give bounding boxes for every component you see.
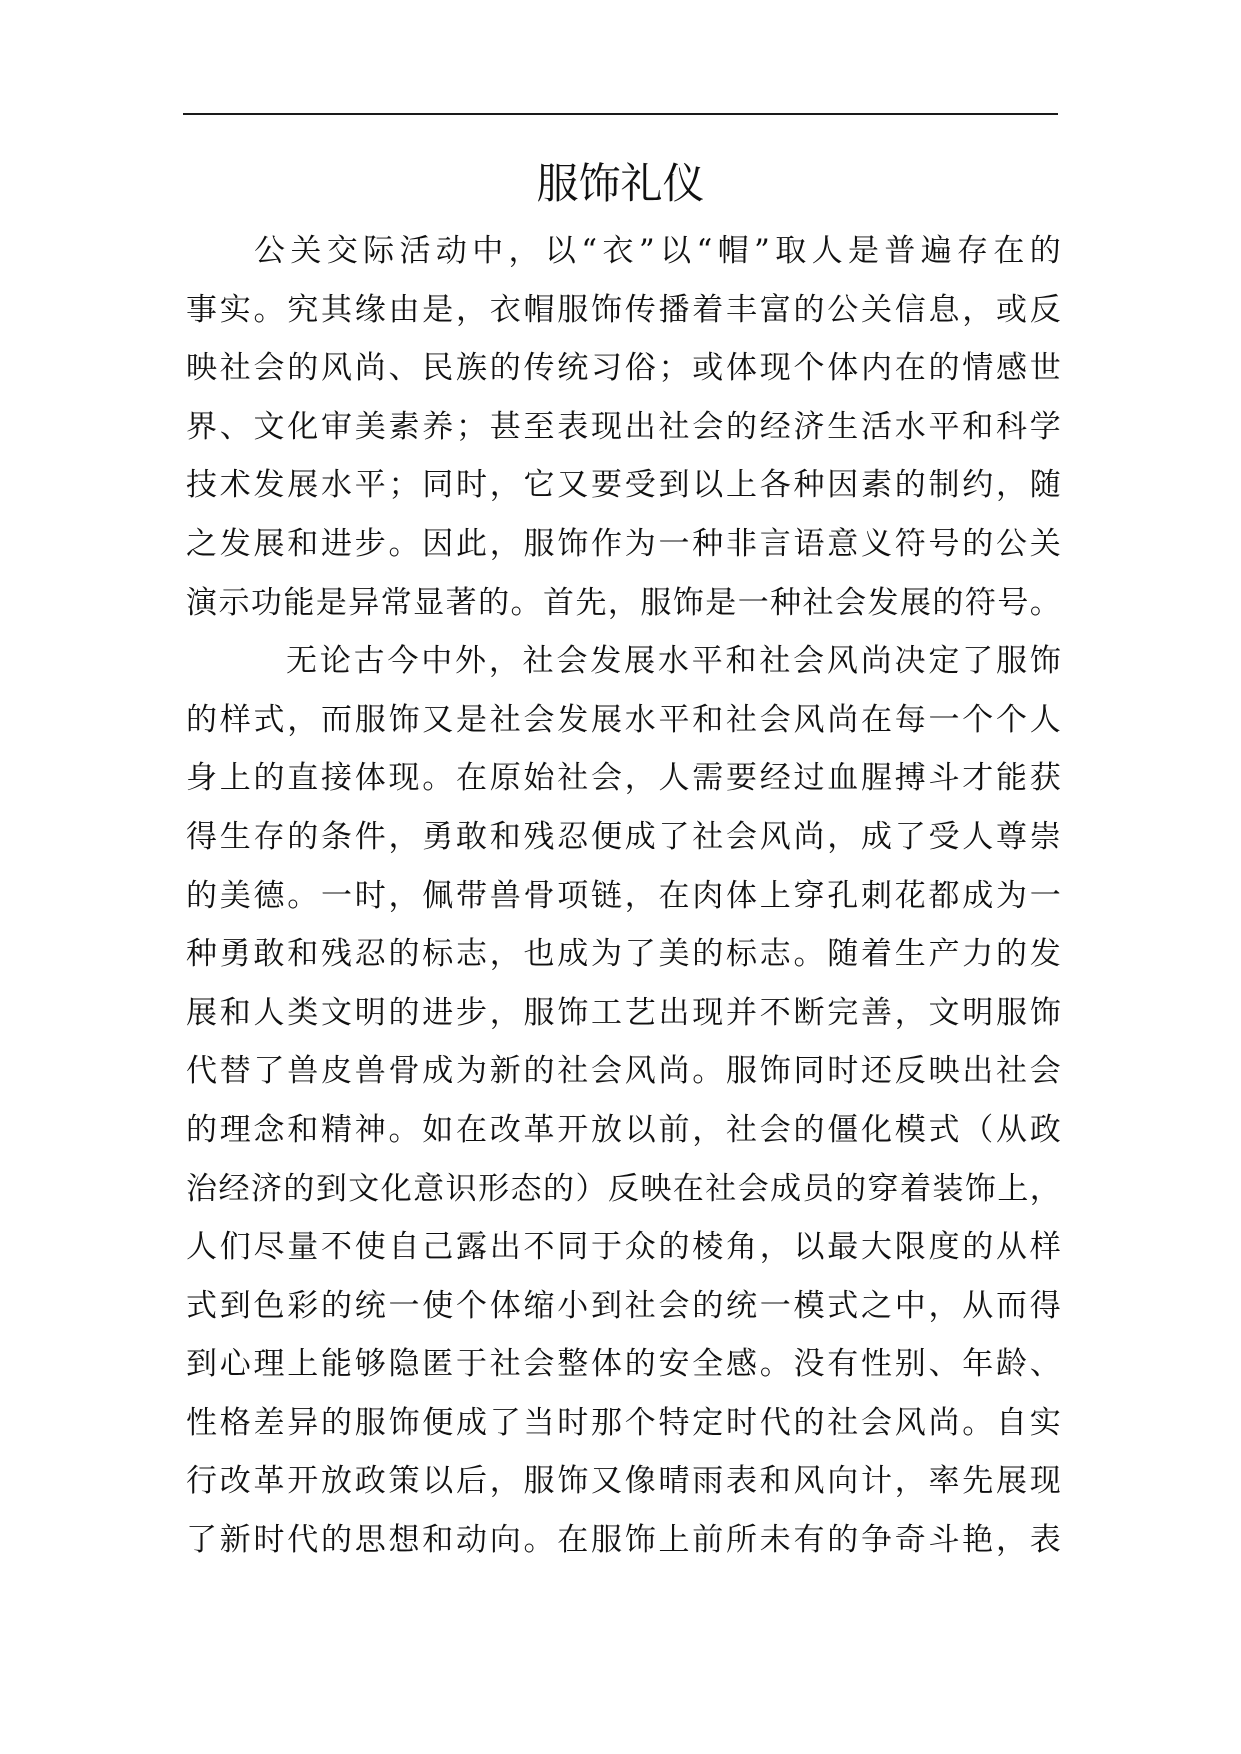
text-line: 界、文化审美素养；甚至表现出社会的经济生活水平和科学 bbox=[186, 408, 1062, 445]
text-line: 公关交际活动中，以“衣”以“帽”取人是普遍存在的 bbox=[254, 233, 1062, 269]
text-line: 演示功能是异常显著的。首先，服饰是一种社会发展的符号。 bbox=[186, 584, 1062, 621]
text-line: 事实。究其缘由是，衣帽服饰传播着丰富的公关信息，或反 bbox=[186, 291, 1062, 328]
text-line: 展和人类文明的进步，服饰工艺出现并不断完善，文明服饰 bbox=[186, 994, 1062, 1031]
text-line: 之发展和进步。因此，服饰作为一种非言语意义符号的公关 bbox=[186, 525, 1062, 562]
text-line: 行改革开放政策以后，服饰又像晴雨表和风向计，率先展现 bbox=[186, 1463, 1062, 1500]
text-line: 治经济的到文化意识形态的）反映在社会成员的穿着装饰上， bbox=[186, 1170, 1062, 1207]
text-line: 种勇敢和残忍的标志，也成为了美的标志。随着生产力的发 bbox=[186, 936, 1062, 973]
text-line: 人们尽量不使自己露出不同于众的棱角，以最大限度的从样 bbox=[186, 1229, 1062, 1266]
body-text bbox=[186, 222, 1062, 1570]
text-line: 式到色彩的统一使个体缩小到社会的统一模式之中，从而得 bbox=[186, 1287, 1062, 1324]
page-title: 服饰礼仪 bbox=[536, 159, 705, 208]
paragraph-2 bbox=[186, 632, 1062, 1570]
text-line: 身上的直接体现。在原始社会，人需要经过血腥搏斗才能获 bbox=[186, 760, 1062, 797]
header-rule bbox=[183, 113, 1058, 115]
text-line: 的样式，而服饰又是社会发展水平和社会风尚在每一个个人 bbox=[186, 701, 1062, 738]
text-line: 的理念和精神。如在改革开放以前，社会的僵化模式（从政 bbox=[186, 1111, 1062, 1148]
text-line: 到心理上能够隐匿于社会整体的安全感。没有性别、年龄、 bbox=[186, 1346, 1062, 1383]
text-line: 代替了兽皮兽骨成为新的社会风尚。服饰同时还反映出社会 bbox=[186, 1053, 1062, 1090]
text-line: 的美德。一时，佩带兽骨项链，在肉体上穿孔刺花都成为一 bbox=[186, 877, 1062, 914]
text-line: 性格差异的服饰便成了当时那个特定时代的社会风尚。自实 bbox=[186, 1404, 1062, 1441]
text-line: 技术发展水平；同时，它又要受到以上各种因素的制约，随 bbox=[186, 467, 1062, 504]
text-line: 得生存的条件，勇敢和残忍便成了社会风尚，成了受人尊崇 bbox=[186, 818, 1062, 855]
text-line: 了新时代的思想和动向。在服饰上前所未有的争奇斗艳，表 bbox=[186, 1522, 1062, 1559]
text-line: 无论古今中外，社会发展水平和社会风尚决定了服饰 bbox=[286, 643, 1062, 680]
text-line: 映社会的风尚、民族的传统习俗；或体现个体内在的情感世 bbox=[186, 350, 1062, 387]
paragraph-1 bbox=[186, 222, 1062, 632]
